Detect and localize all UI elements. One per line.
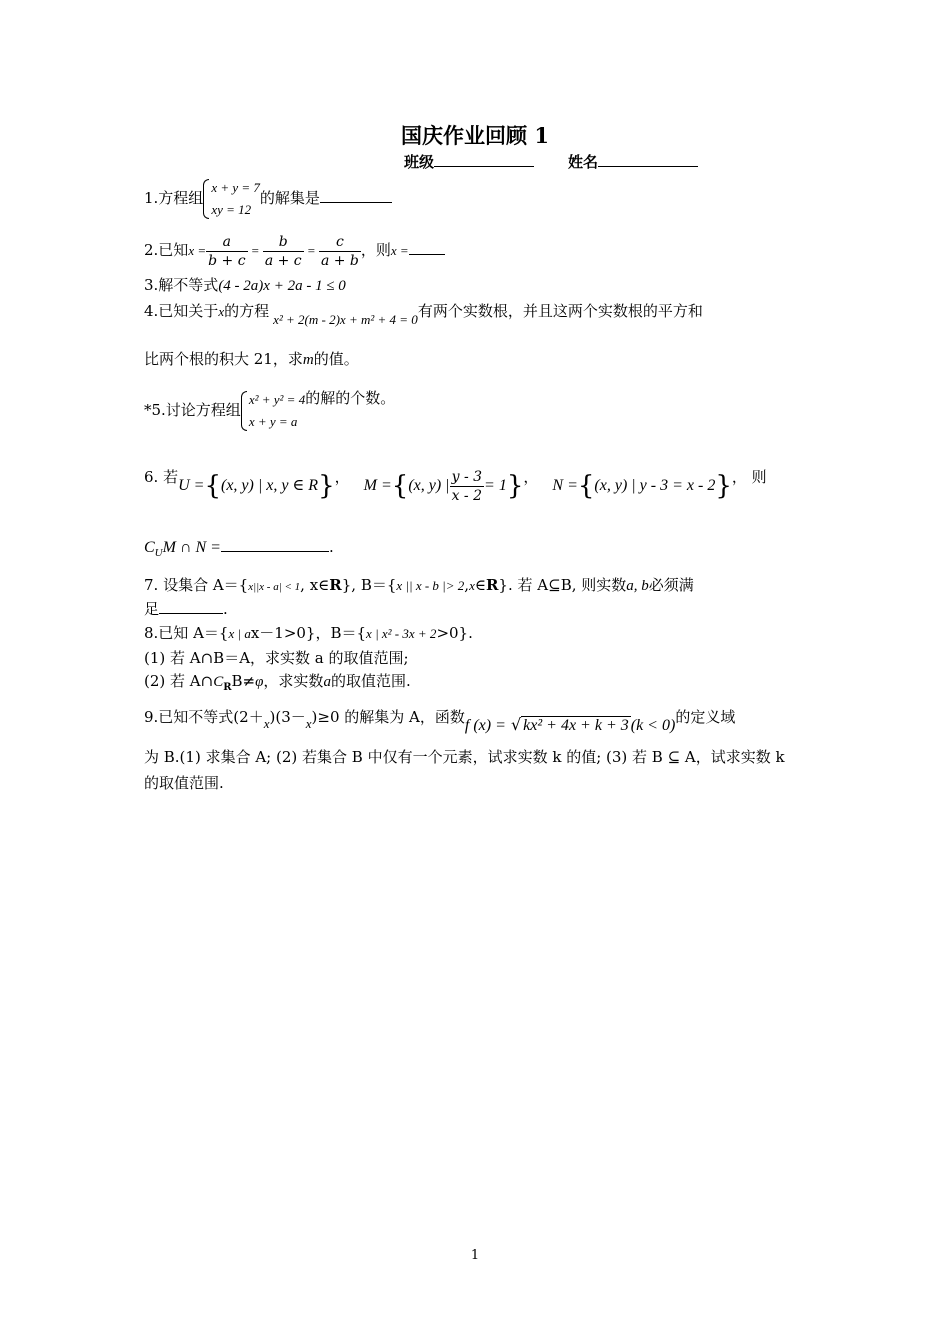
question-9-line-3: 的取值范围. xyxy=(144,774,224,792)
class-blank[interactable] xyxy=(434,152,534,167)
equation-system: x + y = 7 xy = 12 xyxy=(203,177,260,221)
fraction: $\frac{a}{b + c}$ xyxy=(208,233,246,269)
student-info-line xyxy=(404,152,698,172)
question-8-part-1: (1) 若 A∩B＝A，求实数 a 的取值范围; xyxy=(144,649,409,667)
question-6-line-2: $C_UM$ ∩ N = . xyxy=(144,538,334,559)
question-2: 2.已知x = $\frac{a}{b + c}$ = $\frac{b}{a + c}$ = $\frac{c}{a + b}$ ，则x = xyxy=(144,228,445,273)
answer-blank[interactable] xyxy=(221,543,329,552)
question-7: 7. 设集合 A＝{x||x - a| < 1, x∈R}, B＝{x || x - b |> 2,x∈R}. 若 A⊆B, 则实数a, b必须满 xyxy=(144,576,694,594)
question-4: 4.已知关于x的方程 x² + 2(m - 2)x + m² + 4 = 0有两个实数根，并且这两个实数根的平方和 xyxy=(144,302,703,327)
answer-blank[interactable] xyxy=(159,599,223,614)
page-title: 国庆作业回顾 1 xyxy=(401,123,549,148)
answer-blank[interactable] xyxy=(320,188,392,203)
question-4-line-2: 比两个根的积大 21，求m的值。 xyxy=(144,350,359,368)
equation-system: x² + y² = 4 x + y = a xyxy=(241,389,305,433)
question-6: 6. 若U ={(x, y) | x, y ∈ R}， M ={(x, y) | $\frac{y - 3}{x - 2}$ = 1}， N ={(x, y) | y - 3 = x - 2}， 则 xyxy=(144,468,767,504)
name-label: 姓名 xyxy=(568,153,599,171)
question-9-line-2: 为 B.(1) 求集合 A; (2) 若集合 B 中仅有一个元素，试求实数 k 的值; (3) 若 B ⊆ A，试求实数 k xyxy=(144,748,785,766)
question-8: 8.已知 A＝{x | ax－1>0}，B＝{x | x² - 3x + 2>0}. xyxy=(144,624,473,642)
name-blank[interactable] xyxy=(598,152,698,167)
fraction: $\frac{b}{a + c}$ xyxy=(264,233,302,269)
answer-blank[interactable] xyxy=(409,240,445,255)
question-7-line-2: 足 . xyxy=(144,600,228,618)
page-number: 1 xyxy=(470,1248,480,1263)
question-1: 1.方程组 x + y = 7 xy = 12 的解集是 xyxy=(144,174,392,222)
question-8-part-2: (2) 若 $A\cap C_RB\ne\varphi$，求实数a的取值范围. xyxy=(144,672,411,693)
class-label: 班级 xyxy=(404,153,435,171)
question-9: 9.已知不等式(2＋x)(3－x)≥0 的解集为 A，函数f (x) = √ kx² + 4x + k + 3 (k < 0)的定义域 xyxy=(144,708,736,734)
question-5: *5.讨论方程组 x² + y² = 4 x + y = a 的解的个数。 xyxy=(144,386,395,434)
question-3: 3.解不等式(4 - 2a)x + 2a - 1 ≤ 0 xyxy=(144,276,346,294)
fraction: $\frac{c}{a + b}$ xyxy=(320,233,359,269)
fraction: $\frac{y - 3}{x - 2}$ xyxy=(451,468,483,504)
